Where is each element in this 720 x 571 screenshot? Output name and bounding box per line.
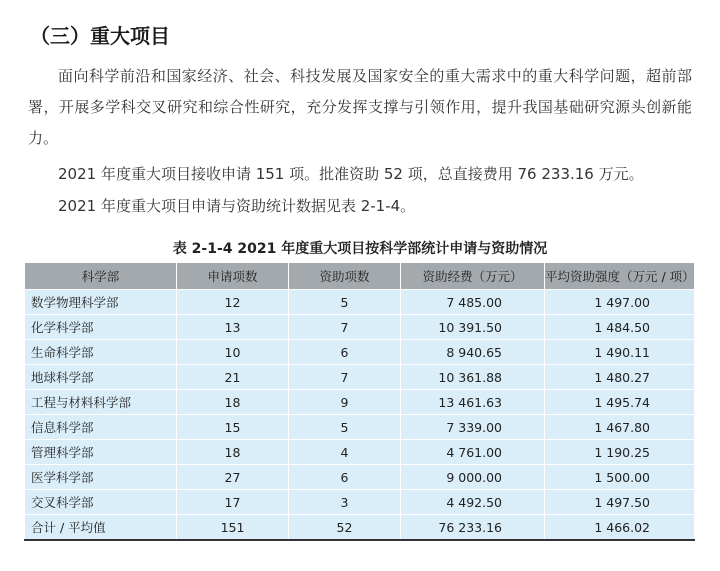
intro-paragraph	[28, 61, 692, 154]
cell-average: 1 500.00	[545, 465, 695, 490]
table-row	[25, 315, 695, 340]
cell-applications: 12	[177, 290, 289, 315]
table-row	[25, 290, 695, 315]
cell-funding: 7 485.00	[401, 290, 545, 315]
table-caption: 表 2-1-4 2021 年度重大项目按科学部统计申请与资助情况	[172, 241, 548, 257]
cell-average: 1 495.74	[545, 390, 695, 415]
funding-table	[24, 262, 695, 541]
header-department: 科学部	[25, 263, 177, 290]
cell-total-applications: 151	[177, 515, 289, 541]
cell-average: 1 484.50	[545, 315, 695, 340]
cell-department: 数学物理科学部	[25, 290, 177, 315]
cell-funding: 9 000.00	[401, 465, 545, 490]
table-row	[25, 390, 695, 415]
cell-applications: 21	[177, 365, 289, 390]
header-average: 平均资助强度（万元 / 项）	[545, 263, 695, 290]
cell-funded: 7	[289, 365, 401, 390]
cell-total-average: 1 466.02	[545, 515, 695, 541]
paragraph-text: 面向科学前沿和国家经济、社会、科技发展及国家安全的重大需求中的重大科学问题，超前部署，开展多学科交叉研究和综合性研究，充分发挥支撑与引领作用，提升我国基础研究源头创新能力。	[28, 67, 692, 147]
cell-applications: 10	[177, 340, 289, 365]
cell-funded: 5	[289, 290, 401, 315]
cell-funded: 7	[289, 315, 401, 340]
section-heading: （三）重大项目	[30, 24, 170, 48]
cell-average: 1 490.11	[545, 340, 695, 365]
cell-funded: 9	[289, 390, 401, 415]
cell-department: 管理科学部	[25, 440, 177, 465]
header-funding: 资助经费（万元）	[401, 263, 545, 290]
cell-average: 1 480.27	[545, 365, 695, 390]
cell-applications: 27	[177, 465, 289, 490]
header-applications: 申请项数	[177, 263, 289, 290]
cell-applications: 13	[177, 315, 289, 340]
cell-applications: 18	[177, 440, 289, 465]
cell-funded: 6	[289, 340, 401, 365]
cell-total-funded: 52	[289, 515, 401, 541]
table-row	[25, 465, 695, 490]
table-row	[25, 490, 695, 515]
table-total-row	[25, 515, 695, 541]
cell-average: 1 190.25	[545, 440, 695, 465]
cell-department: 地球科学部	[25, 365, 177, 390]
cell-average: 1 497.50	[545, 490, 695, 515]
cell-department: 生命科学部	[25, 340, 177, 365]
cell-department: 工程与材料科学部	[25, 390, 177, 415]
table-row	[25, 415, 695, 440]
cell-funding: 7 339.00	[401, 415, 545, 440]
cell-applications: 17	[177, 490, 289, 515]
table-header-row	[25, 263, 695, 290]
cell-funding: 8 940.65	[401, 340, 545, 365]
cell-funding: 10 361.88	[401, 365, 545, 390]
cell-funded: 5	[289, 415, 401, 440]
cell-funding: 10 391.50	[401, 315, 545, 340]
table-row	[25, 440, 695, 465]
cell-department: 医学科学部	[25, 465, 177, 490]
cell-department: 信息科学部	[25, 415, 177, 440]
cell-funded: 3	[289, 490, 401, 515]
cell-total-funding: 76 233.16	[401, 515, 545, 541]
cell-funding: 4 492.50	[401, 490, 545, 515]
cell-average: 1 467.80	[545, 415, 695, 440]
cell-funded: 6	[289, 465, 401, 490]
cell-department: 化学科学部	[25, 315, 177, 340]
summary-line: 2021 年度重大项目接收申请 151 项。批准资助 52 项，总直接费用 76 233.16 万元。	[58, 165, 644, 183]
cell-department: 交叉科学部	[25, 490, 177, 515]
cell-funding: 4 761.00	[401, 440, 545, 465]
cell-applications: 15	[177, 415, 289, 440]
table-row	[25, 340, 695, 365]
table-row	[25, 365, 695, 390]
cell-funding: 13 461.63	[401, 390, 545, 415]
cell-funded: 4	[289, 440, 401, 465]
cell-average: 1 497.00	[545, 290, 695, 315]
reference-line: 2021 年度重大项目申请与资助统计数据见表 2-1-4。	[58, 197, 416, 215]
cell-total-label: 合计 / 平均值	[25, 515, 177, 541]
header-funded: 资助项数	[289, 263, 401, 290]
cell-applications: 18	[177, 390, 289, 415]
